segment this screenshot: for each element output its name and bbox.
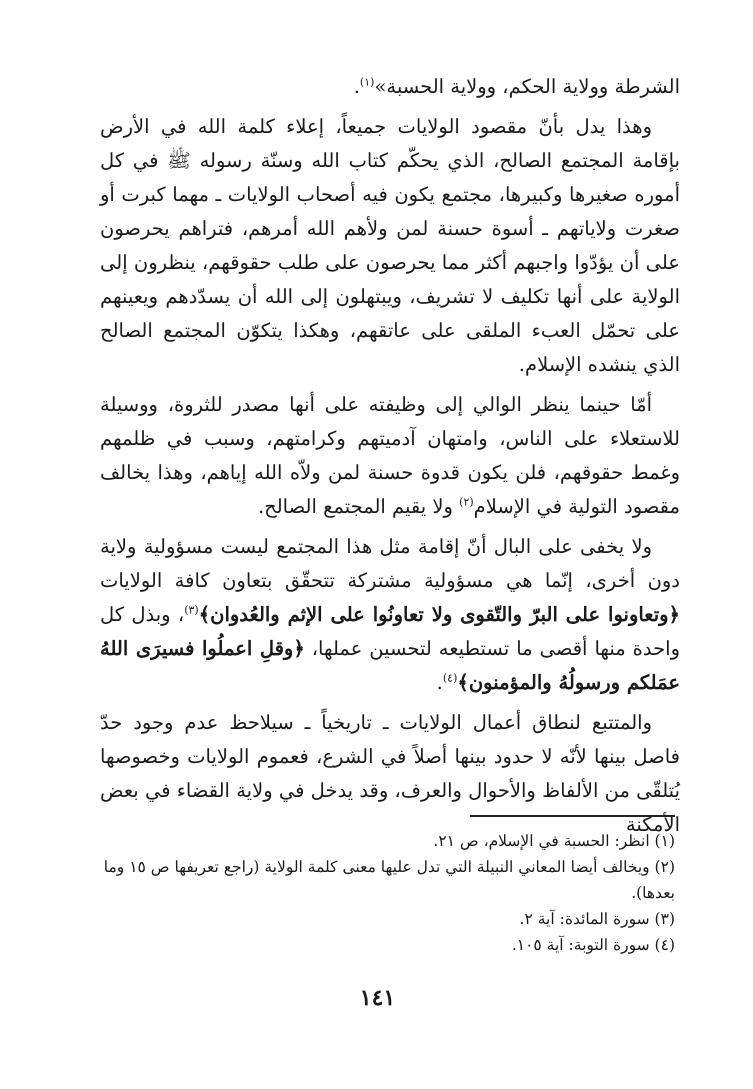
footnote-2: (٢) ويخالف أيضا المعاني النبيلة التي تدل عليها معنى كلمة الولاية (راجع تعريفها ص ١٥ وما بعدها). — [103, 858, 675, 902]
footnote-1: (١) انظر: الحسبة في الإسلام، ص ٢١. — [433, 832, 675, 850]
paragraph-1-tail: . — [353, 75, 360, 98]
paragraph-2: وهذا يدل بأنّ مقصود الولايات جميعاً، إعلاء كلمة الله في الأرض بإقامة المجتمع الصالح، الذي يحكّم كتاب الله وسنّة رسوله ﷺ في كل أموره صغيرها وكبيرها، مجتمع يكون فيه أصحاب الولايات ـ مهما كبرت أو صغرت ولاياتهم ـ أسوة حسنة لمن ولأهم الله أمرهم، فتراهم يحرصون على أن يؤدّوا واجبهم أكثر مما يحرصون على طلب حقوقهم، ينظرون إلى الولاية على أنها تكليف لا تشريف، ويبتهلون إلى الله أن يسدّدهم ويعينهم على تحمّل العبء الملقى على عاتقهم، وهكذا يتكوّن المجتمع الصالح الذي ينشده الإسلام. — [100, 115, 680, 376]
paragraph-4-before: ولا يخفى على البال أنّ إقامة مثل هذا المجتمع ليست مسؤولية ولاية دون أخرى، إنّما هي مسؤولية مشتركة تتحقّق بتعاون كافة الولايات — [100, 535, 680, 592]
paragraph-5: والمتتبع لنطاق أعمال الولايات ـ تاريخياً ـ سيلاحظ عدم وجود حدّ فاصل بينها لأنّه لا حدود بينها أصلاً في الشرع، فعموم الولايات وخصوصها يُتلقّى من الألفاظ والأحوال والعرف، وقد يدخل في ولاية القضاء في بعض الأمكنة — [100, 711, 680, 836]
paragraph-4-middle: ، وبذل كل واحدة منها أقصى ما تستطيعه لتحسين عملها، — [100, 603, 681, 660]
footnote-3: (٣) سورة المائدة: آية ٢. — [519, 910, 675, 928]
paragraph-1-text: الشرطة وولاية الحكم، وولاية الحسبة» — [374, 75, 680, 98]
paragraph-3-tail: ولا يقيم المجتمع الصالح. — [257, 495, 453, 518]
paragraph-4-tail: . — [436, 671, 443, 694]
paragraph-4 — [100, 530, 680, 700]
paragraph-3-text: أمّا حينما ينظر الوالي إلى وظيفته على أنها مصدر للثروة، ووسيلة للاستعلاء على الناس، وامتهان آدميتهم وكرامتهم، وسبب في ظلمهم وغمط حقوقهم، فلن يكون قدوة حسنة لمن ولاّه الله إياهم، وهذا يخالف مقصود التولية في الإسلام — [100, 393, 680, 518]
quran-verse-2: ﴿وقلِ اعملُوا فسيرَى اللهُ عمَلكم ورسولُهُ والمؤمنون﴾ — [100, 637, 680, 694]
footnote-ref-2[interactable]: (٢) — [459, 495, 474, 509]
footnotes — [100, 828, 675, 958]
main-text — [100, 70, 680, 848]
quran-verse-1: ﴿وتعاونوا على البرّ والتّقوى ولا تعاونُوا على الإثم والعُدوان﴾ — [198, 603, 680, 626]
paragraph-1 — [100, 70, 680, 104]
footnote-ref-4[interactable]: (٤) — [442, 671, 458, 685]
footnote-separator — [470, 815, 675, 817]
footnote-4: (٤) سورة التوبة: آية ١٠٥. — [511, 936, 675, 954]
footnote-ref-1[interactable]: (١) — [359, 75, 375, 89]
page-number: ١٤١ — [359, 985, 396, 1011]
paragraph-3 — [100, 388, 680, 524]
footnote-ref-3[interactable]: (٣) — [184, 603, 199, 617]
